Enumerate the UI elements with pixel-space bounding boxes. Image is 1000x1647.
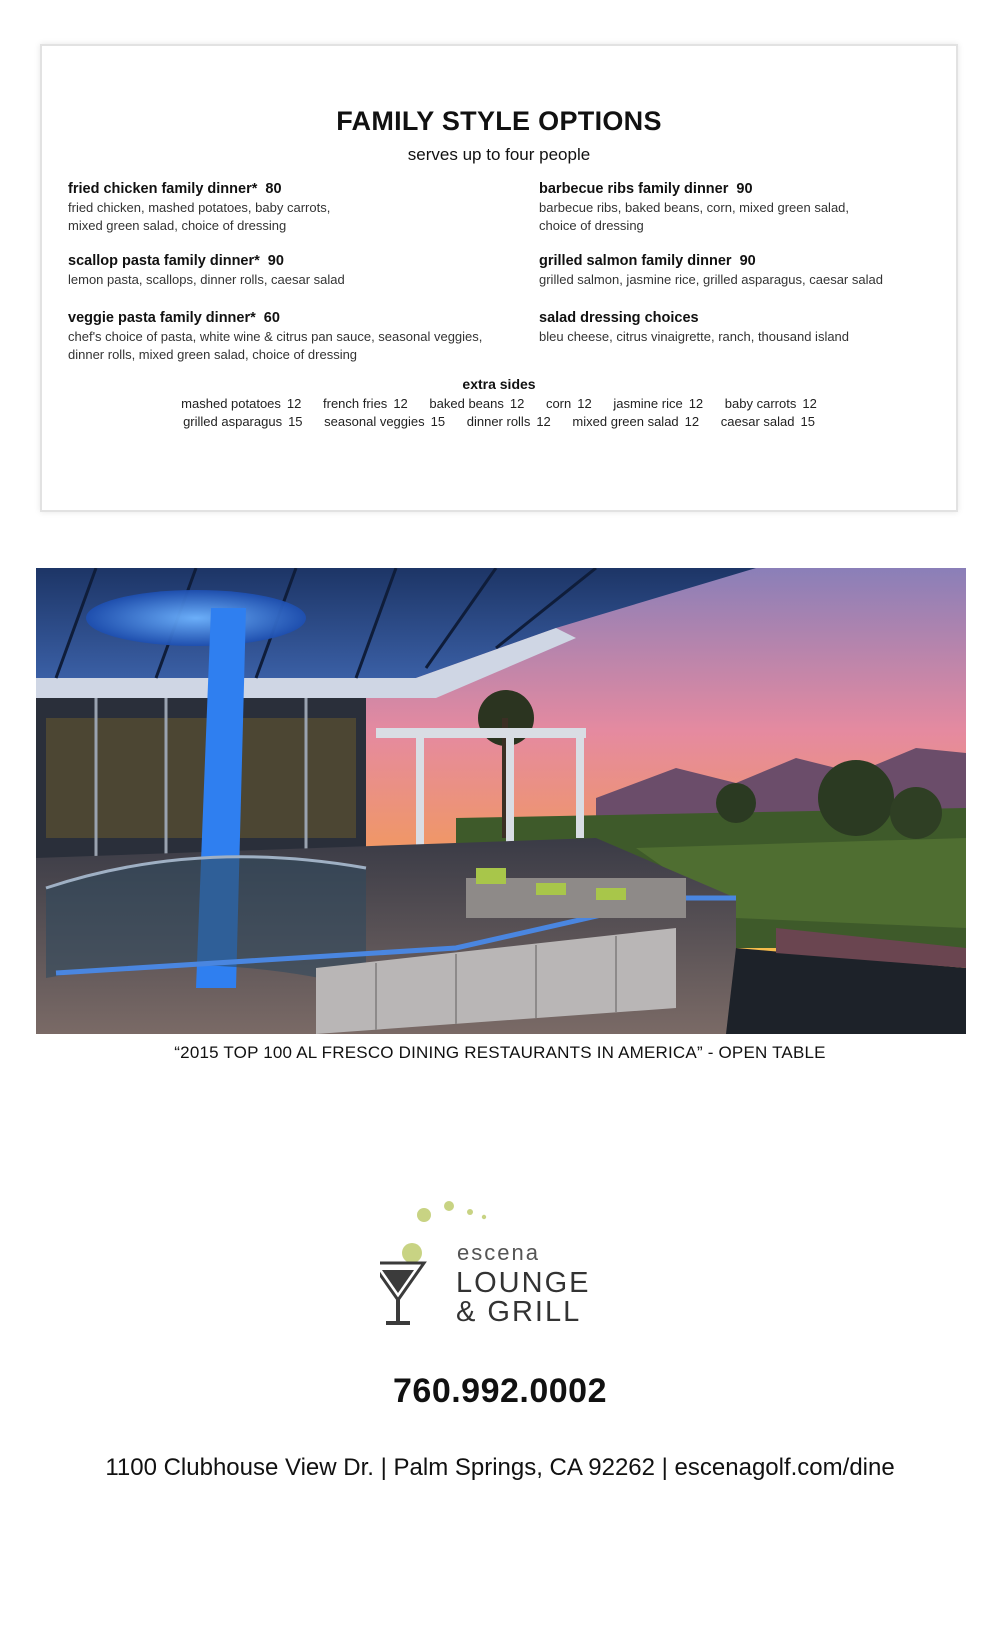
side-price: 12 (286, 396, 302, 411)
side-name: seasonal veggies (324, 414, 425, 429)
logo-wordmark-escena: escena (457, 1240, 540, 1265)
menu-item-salad-dressing (539, 309, 979, 346)
item-name: salad dressing choices (539, 310, 699, 326)
side-price: 12 (509, 396, 525, 411)
side-price: 15 (288, 414, 303, 429)
side-name: baked beans (429, 396, 504, 411)
side-name: baby carrots (724, 396, 797, 411)
item-description: mixed green salad, choice of dressing (68, 218, 287, 233)
side-item (721, 414, 815, 429)
item-description: chef's choice of pasta, white wine & citrus pan sauce, seasonal veggies, (68, 329, 483, 344)
side-price: 12 (802, 396, 817, 411)
item-description: grilled salmon, jasmine rice, grilled asparagus, caesar salad (539, 272, 883, 287)
item-description: lemon pasta, scallops, dinner rolls, caesar salad (68, 272, 345, 287)
side-name: french fries (323, 396, 388, 411)
item-name: barbecue ribs family dinner (539, 181, 729, 197)
side-item (323, 396, 408, 411)
item-description: bleu cheese, citrus vinaigrette, ranch, thousand island (539, 329, 850, 344)
side-name: corn (545, 396, 572, 411)
family-style-menu-card (40, 44, 958, 512)
menu-item-grilled-salmon (539, 252, 979, 289)
item-price: 80 (265, 181, 282, 197)
side-price: 12 (577, 396, 592, 411)
side-price: 12 (393, 396, 408, 411)
item-price: 90 (267, 253, 284, 269)
menu-item-fried-chicken (68, 180, 508, 235)
side-name: grilled asparagus (183, 414, 283, 429)
side-price: 15 (800, 414, 815, 429)
menu-item-scallop-pasta (68, 252, 508, 289)
side-item (467, 414, 551, 429)
patio-sunset-illustration (36, 568, 966, 1034)
item-description: dinner rolls, mixed green salad, choice of dressing (68, 347, 358, 362)
side-name: caesar salad (720, 414, 795, 429)
award-caption: “2015 TOP 100 AL FRESCO DINING RESTAURANTS IN AMERICA” - OPEN TABLE (174, 1043, 826, 1062)
item-name: scallop pasta family dinner* (68, 253, 260, 269)
item-description: fried chicken, mashed potatoes, baby carrots, (68, 200, 331, 215)
side-name: dinner rolls (466, 414, 531, 429)
side-item (183, 414, 302, 429)
address-line: 1100 Clubhouse View Dr. | Palm Springs, CA 92262 | escenagolf.com/dine (105, 1454, 895, 1481)
item-price: 90 (739, 253, 756, 269)
extra-sides-title: extra sides (462, 376, 536, 392)
item-name: grilled salmon family dinner (539, 253, 732, 269)
side-price: 12 (684, 414, 700, 429)
side-item (546, 396, 592, 411)
patio-sunset-photo (36, 568, 966, 1034)
side-name: jasmine rice (613, 396, 683, 411)
item-price: 60 (263, 310, 280, 326)
menu-subtitle: serves up to four people (407, 145, 591, 164)
item-description: barbecue ribs, baked beans, corn, mixed green salad, (539, 200, 850, 215)
logo-wordmark-lounge: LOUNGE (456, 1267, 591, 1299)
side-item (181, 396, 301, 411)
menu-item-veggie-pasta (68, 309, 508, 364)
menu-title: FAMILY STYLE OPTIONS (336, 106, 662, 136)
side-item (725, 396, 817, 411)
side-name: mashed potatoes (181, 396, 281, 411)
escena-logo (380, 1190, 630, 1330)
side-item (613, 396, 703, 411)
side-name: mixed green salad (572, 414, 679, 429)
item-price: 90 (736, 181, 753, 197)
phone-number: 760.992.0002 (393, 1372, 607, 1410)
extra-sides-row (42, 414, 956, 429)
side-price: 15 (430, 414, 446, 429)
side-item (324, 414, 445, 429)
side-price: 12 (688, 396, 704, 411)
menu-item-barbecue-ribs (539, 180, 979, 235)
logo-wordmark-grill: & GRILL (456, 1296, 582, 1328)
side-item (572, 414, 699, 429)
item-name: fried chicken family dinner* (68, 181, 258, 197)
item-description: choice of dressing (539, 218, 644, 233)
item-name: veggie pasta family dinner* (68, 310, 256, 326)
side-price: 12 (536, 414, 551, 429)
extra-sides-row (42, 396, 956, 411)
side-item (429, 396, 524, 411)
